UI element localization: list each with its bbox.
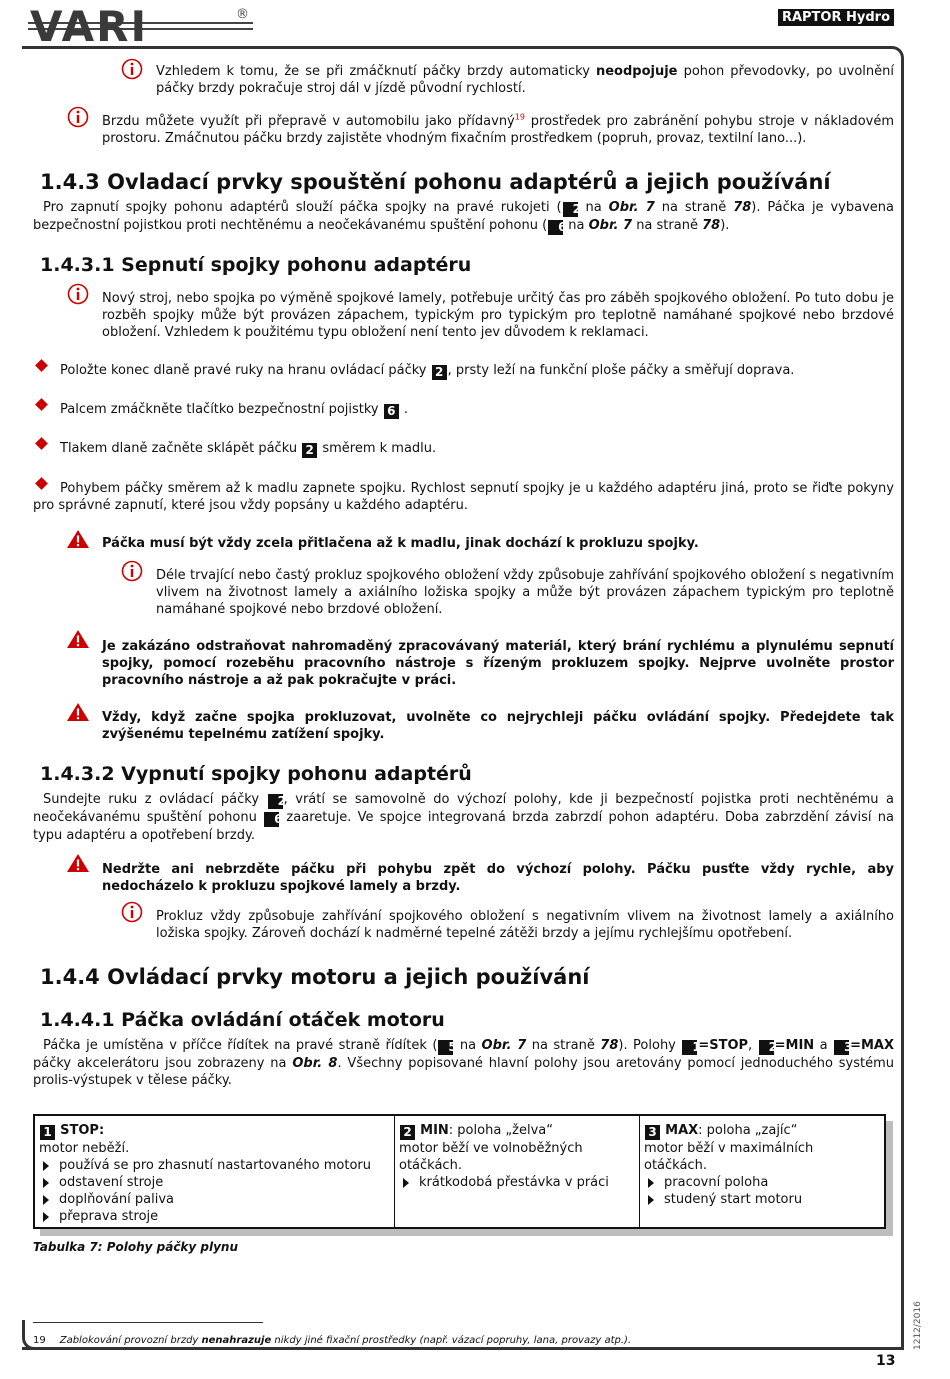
table-cell-max bbox=[639, 1116, 884, 1227]
note-transport-brake bbox=[102, 113, 894, 147]
text: Sundejte ruku z ovládací páčky bbox=[43, 792, 267, 807]
list-item: odstavení stroje bbox=[39, 1174, 390, 1191]
warning-icon bbox=[66, 853, 90, 873]
list-item: používá se pro zhasnutí nastartovaného motoru bbox=[39, 1157, 390, 1174]
info-slip: Déle trvající nebo častý prokluz spojkového obložení vždy způsobuje zahřívání spojkového obložení s negativním vlivem na životnost lamely a axiálního ložiska spojky a může být provázen zápachem typickým pro teplotně namáhané spojkové nebo brzdové obložení. bbox=[156, 568, 894, 617]
table-cell-stop bbox=[35, 1116, 394, 1227]
cell-list bbox=[644, 1174, 880, 1208]
step-3 bbox=[60, 440, 894, 458]
cell-heading: MIN bbox=[420, 1123, 449, 1138]
warning-do-not-hold: Nedržte ani nebrzděte páčku při pohybu zpět do výchozí polohy. Páčku pusťte vždy rychle, aby nedocházelo k prokluzu spojkové lamely a brzdy. bbox=[102, 862, 894, 894]
list-item: pracovní poloha bbox=[644, 1174, 880, 1191]
text: na bbox=[564, 218, 589, 233]
ref-number: 6 bbox=[264, 812, 279, 827]
registered-mark: ® bbox=[236, 7, 249, 22]
cell-heading: MAX bbox=[665, 1123, 699, 1138]
brand-text: VARI bbox=[30, 8, 149, 44]
page-number: 13 bbox=[876, 1353, 896, 1369]
info-icon bbox=[67, 106, 89, 128]
list-item: přeprava stroje bbox=[39, 1208, 390, 1225]
info-icon bbox=[67, 283, 89, 305]
footnote-ref[interactable]: 19 bbox=[514, 112, 525, 122]
text: Tlakem dlaně začněte sklápět páčku bbox=[60, 441, 302, 456]
text: ). bbox=[720, 218, 730, 233]
step-1 bbox=[60, 362, 894, 380]
text: , vrátí se samovolně do výchozí polohy, kde ji bezpečností pojistka proti nechtěnému a neočekávanému spuštění pohonu bbox=[33, 792, 895, 825]
info-new-clutch: Nový stroj, nebo spojka po výměně spojkové lamely, potřebuje určitý čas pro záběh spojkového obložení. Po tuto dobu je rozběh spojky může být provázen zápachem, typickým pro typickým pro teplotně namáhané spojkové nebo brzdové obložení. Vzhledem k použitému typu obložení není tento jev důvodem k reklamaci. bbox=[102, 291, 894, 340]
ref-number: 1 bbox=[682, 1040, 697, 1055]
figure-ref[interactable]: Obr. 7 bbox=[608, 200, 655, 215]
ref-number: 2 bbox=[400, 1125, 415, 1140]
warning-full-press: Páčka musí být vždy zcela přitlačena až k madlu, jinak dochází k prokluzu spojky. bbox=[102, 536, 699, 551]
cell-heading-rest: : poloha „želva“ bbox=[448, 1123, 553, 1138]
list-item: doplňování paliva bbox=[39, 1191, 390, 1208]
ref-number: 6 bbox=[548, 220, 563, 235]
vari-logo-graphic bbox=[28, 8, 253, 44]
text: páčky akcelerátoru jsou zobrazeny na bbox=[33, 1056, 293, 1071]
position-max: =MAX bbox=[850, 1038, 894, 1053]
cell-list bbox=[399, 1174, 635, 1191]
note-bold: neodpojuje bbox=[595, 64, 678, 79]
info-slip-heat: Prokluz vždy způsobuje zahřívání spojkového obložení s negativním vlivem na životnost lamely a axiálního ložiska spojky. Zároveň dochází k nadměrné tepelné zátěži brzdy a jejímu rychlejšímu opotřebení. bbox=[156, 909, 894, 941]
text: na straně bbox=[654, 200, 734, 215]
footnote-divider bbox=[33, 1322, 263, 1323]
footnote-bold: nenahrazuje bbox=[201, 1335, 272, 1346]
page-ref[interactable]: 78 bbox=[733, 200, 752, 215]
text: směrem k madlu. bbox=[318, 441, 437, 456]
model-badge: RAPTOR Hydro bbox=[778, 9, 894, 26]
footnote bbox=[33, 1332, 631, 1349]
text: na straně bbox=[632, 218, 703, 233]
text: ). Páčka je vybavena bezpečnostní pojistkou proti nechtěnému a neočekávanému spuštění pohonu ( bbox=[33, 200, 894, 233]
warning-icon bbox=[66, 529, 90, 549]
cell-description: motor neběží. bbox=[39, 1141, 130, 1156]
note-text: Brzdu můžete využít při přepravě v automobilu jako přídavný bbox=[102, 114, 515, 129]
footnote-text: Zablokování provozní brzdy bbox=[59, 1335, 202, 1346]
page-ref[interactable]: 78 bbox=[702, 218, 721, 233]
warning-material: Je zakázáno odstraňovat nahromaděný zpracovávaný materiál, který brání rychlému a plynulému sepnutí spojky, pomocí rozeběhu pracovního nástroje s řízeným prokluzem spojky. Nejprve uvolněte prostor pracovního nástroje a až pak pokračujte v práci. bbox=[102, 639, 894, 688]
section-title-1-4-3-2: 1.4.3.2 Vypnutí spojky pohonu adaptérů bbox=[40, 763, 472, 785]
table-caption: Tabulka 7: Polohy páčky plynu bbox=[33, 1240, 239, 1254]
section-title-1-4-3-1: 1.4.3.1 Sepnutí spojky pohonu adaptéru bbox=[40, 254, 472, 276]
note-text: prostředek pro zabránění pohybu stroje v nákladovém prostoru. Zmáčnutou páčku brzdy zajistěte vhodným fixačním prostředkem (popruh, provaz, textilní lano...). bbox=[102, 114, 894, 146]
figure-ref[interactable]: Obr. 8 bbox=[292, 1056, 338, 1071]
position-stop: =STOP bbox=[698, 1038, 749, 1053]
text: zaaretuje. Ve spojce integrovaná brzda zabrzdí pohon adaptéru. Doba zabrzdění závisí na typu adaptéru a opotřebení brzdy. bbox=[33, 810, 894, 843]
figure-ref[interactable]: Obr. 7 bbox=[588, 218, 633, 233]
ref-number: 2 bbox=[268, 794, 283, 809]
text: na bbox=[578, 200, 609, 215]
text: . bbox=[399, 402, 409, 417]
info-icon bbox=[121, 901, 143, 923]
cell-heading-rest: : poloha „zajíc“ bbox=[698, 1123, 798, 1138]
footnote-number: 19 bbox=[33, 1335, 46, 1346]
ref-number: 2 bbox=[302, 443, 317, 458]
info-icon bbox=[121, 560, 143, 582]
list-item: krátkodobá přestávka v práci bbox=[399, 1174, 635, 1191]
step-4: Pohybem páčky směrem až k madlu zapnete spojku. Rychlost sepnutí spojky je u každého adaptéru jiná, proto se řiďte pokyny pro správné zapnutí, které jsou vždy popsány u každého adaptéru. bbox=[33, 481, 894, 513]
ref-number: 2 bbox=[563, 202, 578, 217]
document-id: 1212/2016 bbox=[913, 1301, 923, 1350]
warning-slipping: Vždy, když začne spojka prokluzovat, uvolněte co nejrychleji páčku ovládání spojky. Předejdete tak zvýšenému tepelnému zatížení spojky. bbox=[102, 710, 894, 742]
position-min: =MIN bbox=[774, 1038, 815, 1053]
section-title-1-4-3: 1.4.3 Ovladací prvky spouštění pohonu adaptérů a jejich používání bbox=[40, 170, 831, 194]
note-text: Vzhledem k tomu, že se při zmáčknutí páčky brzdy automaticky bbox=[156, 64, 596, 79]
cell-description: motor běží ve volnoběžných otáčkách. bbox=[399, 1141, 583, 1173]
table-cell-min bbox=[394, 1116, 639, 1227]
cell-description: motor běží v maximálních otáčkách. bbox=[644, 1141, 814, 1173]
note-text: pohon převodovky, po uvolnění páčky brzdy pokračuje stroj dál v jízdě původní rychlostí. bbox=[156, 64, 894, 96]
section-1-4-3-text bbox=[33, 199, 894, 235]
ref-number: 2 bbox=[432, 365, 447, 380]
text: a bbox=[814, 1038, 834, 1053]
cell-list bbox=[39, 1157, 390, 1225]
throttle-positions-table bbox=[33, 1114, 886, 1229]
ref-number: 6 bbox=[384, 404, 399, 419]
footnote-text: nikdy jiné fixační prostředky (např. vázací popruhy, lana, provazy atp.). bbox=[271, 1335, 632, 1346]
text: na bbox=[454, 1038, 482, 1053]
text: Páčka je umístěna v příčce řídítek na pravé straně řídítek ( bbox=[43, 1038, 438, 1053]
section-title-1-4-4: 1.4.4 Ovládací prvky motoru a jejich používání bbox=[40, 965, 590, 989]
section-1-4-4-1-text bbox=[33, 1037, 894, 1089]
ref-number: 1 bbox=[40, 1125, 55, 1140]
warning-icon bbox=[66, 702, 90, 722]
text: Palcem zmáčkněte tlačítko bezpečnostní pojistky bbox=[60, 402, 383, 417]
text: . Všechny popisované hlavní polohy jsou aretovány pomocí jednoduchého systému prolis-výstupek v tělese páčky. bbox=[33, 1056, 894, 1088]
text: na straně bbox=[526, 1038, 601, 1053]
ref-number: 3 bbox=[645, 1125, 660, 1140]
section-title-1-4-4-1: 1.4.4.1 Páčka ovládání otáček motoru bbox=[40, 1009, 445, 1031]
ref-number: 3 bbox=[834, 1040, 849, 1055]
note-clutch-brake bbox=[156, 63, 894, 97]
section-1-4-3-2-text bbox=[33, 791, 894, 844]
vari-logo bbox=[28, 8, 253, 49]
text: Pro zapnutí spojky pohonu adaptérů slouží páčka spojky na pravé rukojeti ( bbox=[43, 200, 562, 215]
text: , bbox=[748, 1038, 758, 1053]
ref-number: 5 bbox=[438, 1040, 453, 1055]
cell-heading: STOP: bbox=[60, 1123, 105, 1138]
warning-icon bbox=[66, 629, 90, 649]
page-ref[interactable]: 78 bbox=[600, 1038, 619, 1053]
step-2 bbox=[60, 401, 894, 419]
text: , prsty leží na funkční ploše páčky a směřují doprava. bbox=[447, 363, 795, 378]
info-icon bbox=[121, 58, 143, 80]
ref-number: 2 bbox=[759, 1040, 774, 1055]
figure-ref[interactable]: Obr. 7 bbox=[481, 1038, 527, 1053]
list-item: studený start motoru bbox=[644, 1191, 880, 1208]
text: Položte konec dlaně pravé ruky na hranu ovládací páčky bbox=[60, 363, 431, 378]
text: ). Polohy bbox=[618, 1038, 682, 1053]
